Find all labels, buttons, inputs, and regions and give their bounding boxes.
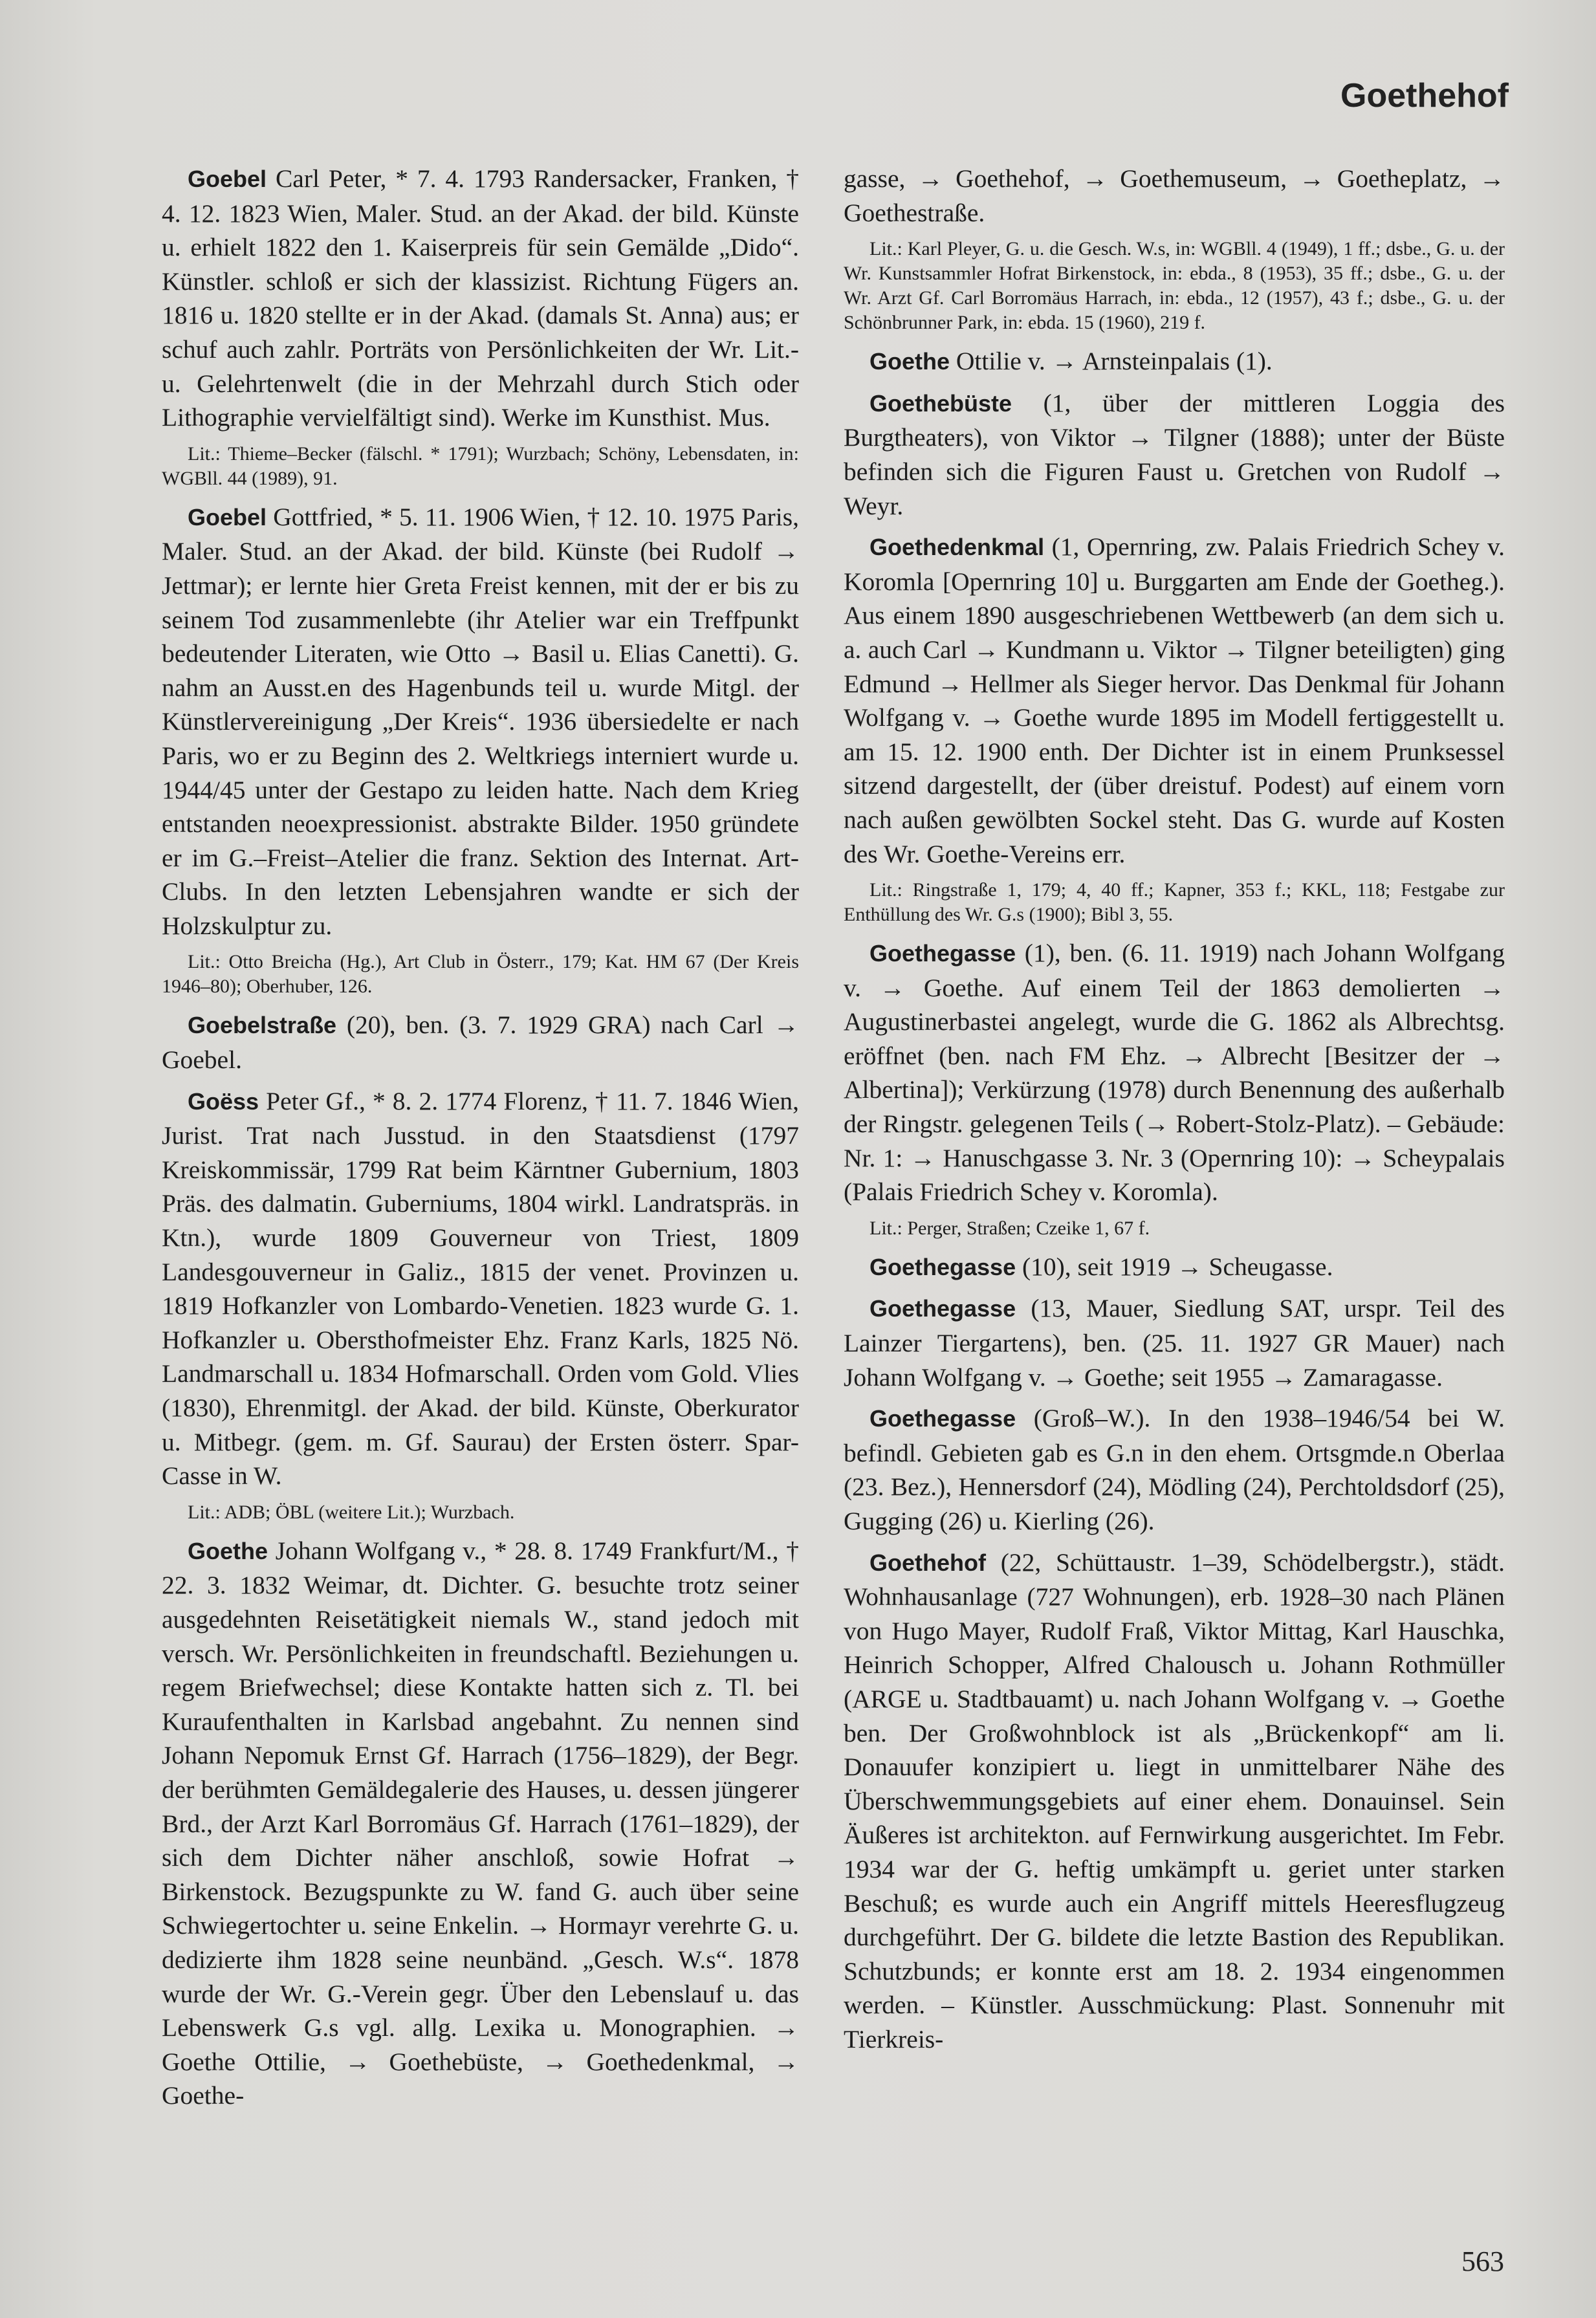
- entry-text: Carl Peter, * 7. 4. 1793 Randersacker, Franken, † 4. 12. 1823 Wien, Maler. Stud. an der Akad. der bild. Künste u. erhielt 1822 den 1. Kaiserpreis für sein Gemälde „Dido“. Künstler. schloß er sich der klassizist. Richtung Fügers an. 1816 u. 1820 stellte er in der Akad. (damals St. Anna) aus; er schuf auch zahlr. Porträts von Persönlichkeiten der Wr. Lit.- u. Gelehrtenwelt (die in der Mehrzahl durch Stich oder Lithographie vervielfältigt sind). Werke im Kunsthist. Mus.: [162, 164, 799, 432]
- lexicon-entry: [844, 936, 1505, 1209]
- right-column: [844, 162, 1505, 2064]
- entry-headword: Goebel: [188, 166, 267, 192]
- entry-text: (13, Mauer, Siedlung SAT, urspr. Teil des Lainzer Tiergartens), ben. (25. 11. 1927 GR Mauer) nach Johann Wolfgang v. → Goethe; seit 1955 → Zamaragasse.: [844, 1294, 1505, 1392]
- lexicon-entry: [162, 1084, 799, 1493]
- literature-note: [844, 1216, 1505, 1241]
- entry-text: (20), ben. (3. 7. 1929 GRA) nach Carl → Goebel.: [162, 1011, 799, 1075]
- lexicon-entry: [162, 1534, 799, 2113]
- entry-headword: Goethe: [188, 1537, 268, 1564]
- literature-text: Lit.: Perger, Straßen; Czeike 1, 67 f.: [869, 1217, 1150, 1239]
- page-number: 563: [1461, 2246, 1504, 2277]
- entry-text: (1, Opernring, zw. Palais Friedrich Schey v. Koromla [Opernring 10] u. Burggarten am Ende der Goetheg.). Aus einem 1890 ausgeschriebenen Wettbewerb (an dem sich u. a. auch Carl → Kundmann u. Viktor → Tilgner beteiligten) ging Edmund → Hellmer als Sieger hervor. Das Denkmal für Johann Wolfgang v. → Goethe wurde 1895 im Modell fertiggestellt u. am 15. 12. 1900 enth. Der Dichter ist in einem Prunksessel sitzend dargestellt, der (über dreistuf. Podest) auf einem vorn nach außen gewölbten Sockel steht. Das G. wurde auf Kosten des Wr. Goethe-Vereins err.: [844, 532, 1505, 868]
- entry-headword: Goebel: [188, 503, 267, 530]
- literature-text: Lit.: Thieme–Becker (fälschl. * 1791); Wurzbach; Schöny, Lebensdaten, in: WGBll. 44 (1989), 91.: [162, 443, 799, 489]
- entry-text: (10), seit 1919 → Scheugasse.: [1016, 1252, 1333, 1281]
- entry-headword: Goethe: [869, 348, 950, 375]
- entry-headword: Goethegasse: [869, 940, 1016, 967]
- entry-text: (1, über der mittleren Loggia des Burgtheaters), von Viktor → Tilgner (1888); unter der Büste befinden sich die Figuren Faust u. Gretchen von Rudolf → Weyr.: [844, 388, 1505, 520]
- entry-headword: Goebelstraße: [188, 1012, 337, 1039]
- entry-headword: Goethegasse: [869, 1253, 1016, 1280]
- lexicon-entry: [844, 530, 1505, 871]
- lexicon-entry: [844, 386, 1505, 523]
- lexicon-entry: [844, 1546, 1505, 2057]
- entry-headword: Goethegasse: [869, 1295, 1016, 1322]
- running-head: Goethehof: [1340, 77, 1509, 115]
- left-column: [162, 162, 799, 2120]
- entry-text: (1), ben. (6. 11. 1919) nach Johann Wolfgang v. → Goethe. Auf einem Teil der 1863 demolierten → Augustinerbastei angelegt, wurde die G. 1862 als Albrechtsg. eröffnet (ben. nach FM Ehz. → Albrecht [Besitzer der → Albertina]); Verkürzung (1978) durch Benennung des außerhalb der Ringstr. gelegenen Teils (→ Robert-Stolz-Platz). – Gebäude: Nr. 1: → Hanuschgasse 3. Nr. 3 (Opernring 10): → Scheypalais (Palais Friedrich Schey v. Koromla).: [844, 939, 1505, 1207]
- lexicon-entry: [844, 344, 1505, 379]
- lexicon-entry: [844, 1401, 1505, 1538]
- entry-text: Johann Wolfgang v., * 28. 8. 1749 Frankfurt/M., † 22. 3. 1832 Weimar, dt. Dichter. G. besuchte trotz seiner ausgedehnten Reisetätigkeit niemals W., stand jedoch mit versch. Wr. Persönlichkeiten in freundschaftl. Beziehungen u. regem Briefwechsel; diese Kontakte hatten sich z. Tl. bei Kuraufenthalten in Karlsbad angebahnt. Zu nennen sind Johann Nepomuk Ernst Gf. Harrach (1756–1829), der Begr. der berühmten Gemäldegalerie des Hauses, u. dessen jüngerer Brd., der Arzt Karl Borromäus Gf. Harrach (1761–1829), der sich dem Dichter näher anschloß, sowie Hofrat → Birkenstock. Bezugspunkte zu W. fand G. auch über seine Schwiegertochter u. seine Enkelin. → Hormayr verehrte G. u. dedizierte ihm 1828 seine neunbänd. „Gesch. W.s“. 1878 wurde der Wr. G.-Verein gegr. Über den Lebenslauf u. das Lebenswerk G.s vgl. allg. Lexika u. Monographien. → Goethe Ottilie, → Goethebüste, → Goethedenkmal, → Goethe-: [162, 1536, 799, 2110]
- literature-note: [162, 1500, 799, 1525]
- lexicon-entry: [162, 500, 799, 943]
- lexicon-entry: [844, 1250, 1505, 1285]
- entry-text: Ottilie v. → Arnsteinpalais (1).: [950, 347, 1273, 376]
- literature-note: [844, 237, 1505, 335]
- entry-headword: Goëss: [188, 1088, 259, 1115]
- entry-text: (22, Schüttaustr. 1–39, Schödelbergstr.), städt. Wohnhausanlage (727 Wohnungen), erb. 1928–30 nach Plänen von Hugo Mayer, Rudolf Fraß, Viktor Mittag, Karl Hauschka, Heinrich Schopper, Alfred Chalousch u. Johann Rothmüller (ARGE u. Stadtbauamt) u. nach Johann Wolfgang v. → Goethe ben. Der Großwohnblock ist als „Brückenkopf“ am li. Donauufer konzipiert u. liegt in unmittelbarer Nähe des Überschwemmungsgebiets auf einer ehem. Donauinsel. Sein Äußeres ist architekton. auf Fernwirkung ausgerichtet. Im Febr. 1934 war der G. heftig umkämpft u. geriet unter starken Beschuß; es wurde auch ein Angriff mittels Heeresflugzeug durchgeführt. Der G. bildete die letzte Bastion des Republikan. Schutzbunds; er konnte erst am 18. 2. 1934 eingenommen werden. – Künstler. Ausschmückung: Plast. Sonnenuhr mit Tierkreis-: [844, 1547, 1505, 2053]
- literature-text: Lit.: Otto Breicha (Hg.), Art Club in Österr., 179; Kat. HM 67 (Der Kreis 1946–80); Oberhuber, 126.: [162, 951, 799, 998]
- entry-text: Gottfried, * 5. 11. 1906 Wien, † 12. 10. 1975 Paris, Maler. Stud. an der Akad. der bild. Künste (bei Rudolf → Jettmar); er lernte hier Greta Freist kennen, mit der er bis zu seinem Tod zusammenlebte (ihr Atelier war ein Treffpunkt bedeutender Literaten, wie Otto → Basil u. Elias Canetti). G. nahm an Ausst.en des Hagenbunds teil u. wurde Mitgl. der Künstlervereinigung „Der Kreis“. 1936 übersiedelte er nach Paris, wo er zu Beginn des 2. Weltkriegs interniert wurde u. 1944/45 unter der Gestapo zu leiden hatte. Nach dem Krieg entstanden neoexpressionist. abstrakte Bilder. 1950 gründete er im G.–Freist–Atelier die franz. Sektion des Internat. Art-Clubs. In den letzten Lebensjahren wandte er sich der Holzskulptur zu.: [162, 502, 799, 940]
- entry-continuation: gasse, → Goethehof, → Goethemuseum, → Goetheplatz, → Goethestraße.: [844, 164, 1505, 227]
- literature-text: Lit.: Ringstraße 1, 179; 4, 40 ff.; Kapner, 353 f.; KKL, 118; Festgabe zur Enthüllung des Wr. G.s (1900); Bibl 3, 55.: [844, 879, 1505, 926]
- literature-note: [162, 442, 799, 491]
- entry-headword: Goethebüste: [869, 389, 1012, 417]
- literature-note: [844, 878, 1505, 927]
- literature-note: [162, 950, 799, 999]
- entry-text: Peter Gf., * 8. 2. 1774 Florenz, † 11. 7. 1846 Wien, Jurist. Trat nach Jusstud. in den Staatsdienst (1797 Kreiskommissär, 1799 Rat beim Kärntner Gubernium, 1803 Präs. des dalmatin. Guberniums, 1804 wirkl. Landratspräs. in Ktn.), wurde 1809 Gouverneur von Triest, 1809 Landesgouverneur in Galiz., 1815 der venet. Provinzen u. 1819 Hofkanzler von Lombardo-Venetien. 1823 wurde G. 1. Hofkanzler u. Obersthofmeister Ehz. Franz Karls, 1825 Nö. Landmarschall u. 1834 Hofmarschall. Orden vom Gold. Vlies (1830), Ehrenmitgl. der Akad. der bild. Künste, Oberkurator u. Mitbegr. (gem. m. Gf. Saurau) der Ersten österr. Spar-Casse in W.: [162, 1086, 799, 1491]
- literature-text: Lit.: ADB; ÖBL (weitere Lit.); Wurzbach.: [188, 1501, 515, 1523]
- lexicon-entry: [162, 1008, 799, 1077]
- entry-headword: Goethedenkmal: [869, 534, 1045, 561]
- entry-headword: Goethegasse: [869, 1405, 1016, 1432]
- lexicon-entry: [844, 1291, 1505, 1394]
- entry-headword: Goethehof: [869, 1549, 986, 1576]
- lexicon-entry: [162, 162, 799, 435]
- entry-text: (Groß–W.). In den 1938–1946/54 bei W. befindl. Gebieten gab es G.n in den ehem. Ortsgmde.n Oberlaa (23. Bez.), Hennersdorf (24), Mödling (24), Perchtoldsdorf (25), Gugging (26) u. Kierling (26).: [844, 1404, 1505, 1535]
- literature-text: Lit.: Karl Pleyer, G. u. die Gesch. W.s, in: WGBll. 4 (1949), 1 ff.; dsbe., G. u. der Wr. Kunstsammler Hofrat Birkenstock, in: ebda., 8 (1953), 35 ff.; dsbe., G. u. der Wr. Arzt Gf. Carl Borromäus Harrach, in: ebda., 12 (1957), 43 f.; dsbe., G. u. der Schönbrunner Park, in: ebda. 15 (1960), 219 f.: [844, 238, 1505, 334]
